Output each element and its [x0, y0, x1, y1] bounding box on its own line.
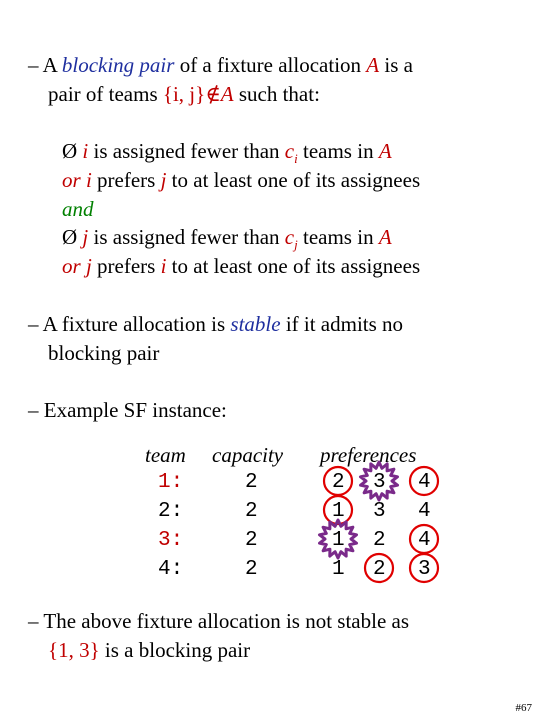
team-cell: 4:: [158, 558, 184, 581]
dash: –: [28, 53, 39, 77]
condition-i-line2: or i prefers j to at least one of its assignees: [62, 168, 421, 192]
capacity-cell: 2: [245, 471, 258, 494]
pref-cell: 2: [373, 529, 386, 552]
assigned-circle: [410, 467, 438, 495]
bullet-conclusion-line1: – The above fixture allocation is not stable as: [28, 609, 410, 633]
bullet-blocking-pair-line2: pair of teams {i, j}∉A such that:: [48, 82, 320, 106]
arrow-bullet-icon: Ø: [62, 225, 78, 249]
and-label: and: [62, 197, 94, 221]
team-cell: 2:: [158, 500, 184, 523]
header-preferences: preferences: [320, 443, 417, 467]
blocking-star-icon: [320, 520, 357, 558]
pref-cell: 1: [332, 558, 345, 581]
pref-cell: 3: [418, 558, 431, 581]
assigned-circle: [410, 554, 438, 582]
bullet-blocking-pair-line1: – A blocking pair of a fixture allocation A is a: [28, 53, 413, 77]
team-cell: 1:: [158, 471, 184, 494]
page-number: #67: [515, 702, 532, 714]
arrow-bullet-icon: Ø: [62, 139, 78, 163]
condition-j-line1: Ø j is assigned fewer than $c_j$ teams in A: [62, 225, 392, 253]
pref-cell: 4: [418, 471, 431, 494]
assigned-circle: [365, 554, 393, 582]
bullet-conclusion-line2: {1, 3} is a blocking pair: [48, 638, 251, 662]
capacity-cell: 2: [245, 529, 258, 552]
pref-cell: 3: [373, 500, 386, 523]
blocking-star-icon: [361, 462, 398, 500]
pref-cell: 4: [418, 500, 431, 523]
capacity-cell: 2: [245, 500, 258, 523]
term-stable: stable: [230, 312, 281, 336]
bullet-example: – Example SF instance:: [28, 398, 227, 422]
pref-cell: 1: [332, 500, 345, 523]
team-cell: 3:: [158, 529, 184, 552]
assigned-circle: [324, 467, 352, 495]
pref-cell: 2: [332, 471, 345, 494]
condition-j-line2: or j prefers i to at least one of its assignees: [62, 254, 421, 278]
bullet-stable-line1: – A fixture allocation is stable if it admits no: [28, 312, 404, 336]
header-team: team: [145, 443, 186, 467]
condition-i-line1: Ø i is assigned fewer than $c_i$ teams in A: [62, 139, 392, 167]
pref-cell: 4: [418, 529, 431, 552]
pref-cell: 2: [373, 558, 386, 581]
header-capacity: capacity: [212, 443, 284, 467]
term-blocking-pair: blocking pair: [61, 53, 175, 77]
pref-cell: 1: [332, 529, 345, 552]
assigned-circle: [410, 525, 438, 553]
capacity-cell: 2: [245, 558, 258, 581]
bullet-stable-line2: blocking pair: [48, 341, 160, 365]
blocking-pair-set: {1, 3}: [48, 638, 100, 662]
pref-cell: 3: [373, 471, 386, 494]
